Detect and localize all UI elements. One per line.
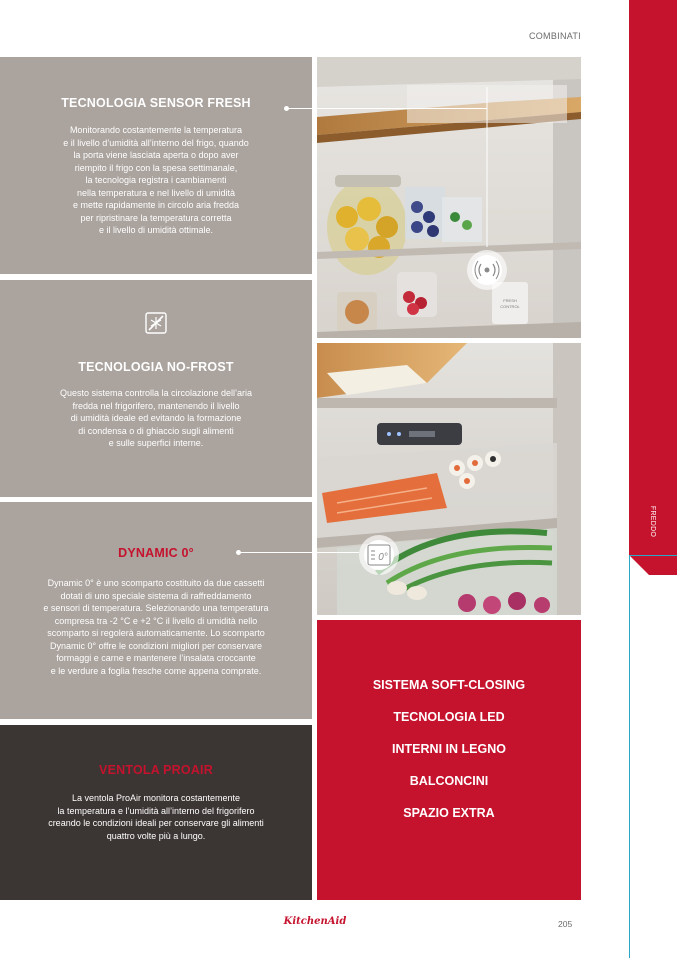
no-frost-icon	[145, 312, 167, 334]
no-frost-text: Questo sistema controlla la circolazione dell’aria fredda nel frigorifero, mantenendo il livello di umidità ideale ed evitando la formazione di condensa o di ghiaccio sugli alimenti e sulle superfici interne.	[59, 388, 253, 448]
fridge-interior-photo-bottom	[317, 343, 581, 615]
dynamic-zero-panel	[0, 502, 312, 719]
proair-text: La ventola ProAir monitora costantemente la temperatura e l’umidità all’interno del frigorifero creando le condizioni ideali per conservare gli alimenti quattro volte più a lungo.	[48, 793, 264, 841]
feature-item: INTERNI IN LEGNO	[392, 742, 506, 756]
brand-logo: KitchenAid	[283, 916, 347, 927]
features-box	[317, 620, 581, 900]
proair-title: VENTOLA PROAIR	[99, 763, 213, 777]
section-header: COMBINATI	[528, 31, 581, 41]
sensor-fresh-title: TECNOLOGIA SENSOR FRESH	[61, 96, 251, 110]
sensor-fresh-connector-line	[287, 108, 487, 109]
sensor-fresh-panel	[0, 57, 312, 274]
page-number: 205	[558, 919, 573, 929]
feature-item: TECNOLOGIA LED	[393, 710, 505, 724]
fridge-interior-photo-top	[317, 57, 581, 338]
proair-panel	[0, 725, 312, 900]
sensor-fresh-text: Monitorando costantemente la temperatura e il livello d’umidità all’interno del frigo, quando la porta viene lasciata aperta o dopo aver riempito il frigo con la spesa settimanale, la tecnologia registra i cambiamenti nella temperatura e nel livello di umidità e mette rapidamente in circolo aria fredda per ripristinare la temperatura corretta e il livello di umidità ottimale.	[63, 125, 249, 235]
dynamic-zero-title: DYNAMIC 0°	[118, 546, 194, 560]
svg-text:CONTROL: CONTROL	[500, 304, 520, 309]
svg-text:FRESH: FRESH	[503, 298, 517, 303]
side-tab-fold	[629, 555, 677, 575]
feature-list	[317, 678, 581, 838]
section-side-tab	[629, 0, 677, 555]
no-frost-title: TECNOLOGIA NO-FROST	[78, 360, 234, 374]
dynamic-zero-text: Dynamic 0° è uno scomparto costituito da due cassetti dotati di uno speciale sistema di raffreddamento e sensori di temperatura. Selezionando una temperatura compresa tra -2 °C e +2 °C il livello di umidità nello scomparto si regolerà automaticamente. Lo scomparto Dynamic 0° offre le condizioni migliori per conservare formaggi e carne e mantenere l’insalata croccante e le verdure a foglia fresche come appena comprate.	[43, 578, 269, 676]
side-tab-label: FREDDO	[649, 505, 657, 537]
feature-item: SPAZIO EXTRA	[403, 806, 495, 820]
side-accent-line	[629, 555, 630, 958]
dynamic-zero-connector-line	[239, 552, 359, 553]
feature-item: BALCONCINI	[409, 774, 489, 788]
feature-item: SISTEMA SOFT-CLOSING	[372, 678, 526, 692]
no-frost-panel	[0, 280, 312, 497]
svg-text:0°: 0°	[378, 552, 388, 563]
